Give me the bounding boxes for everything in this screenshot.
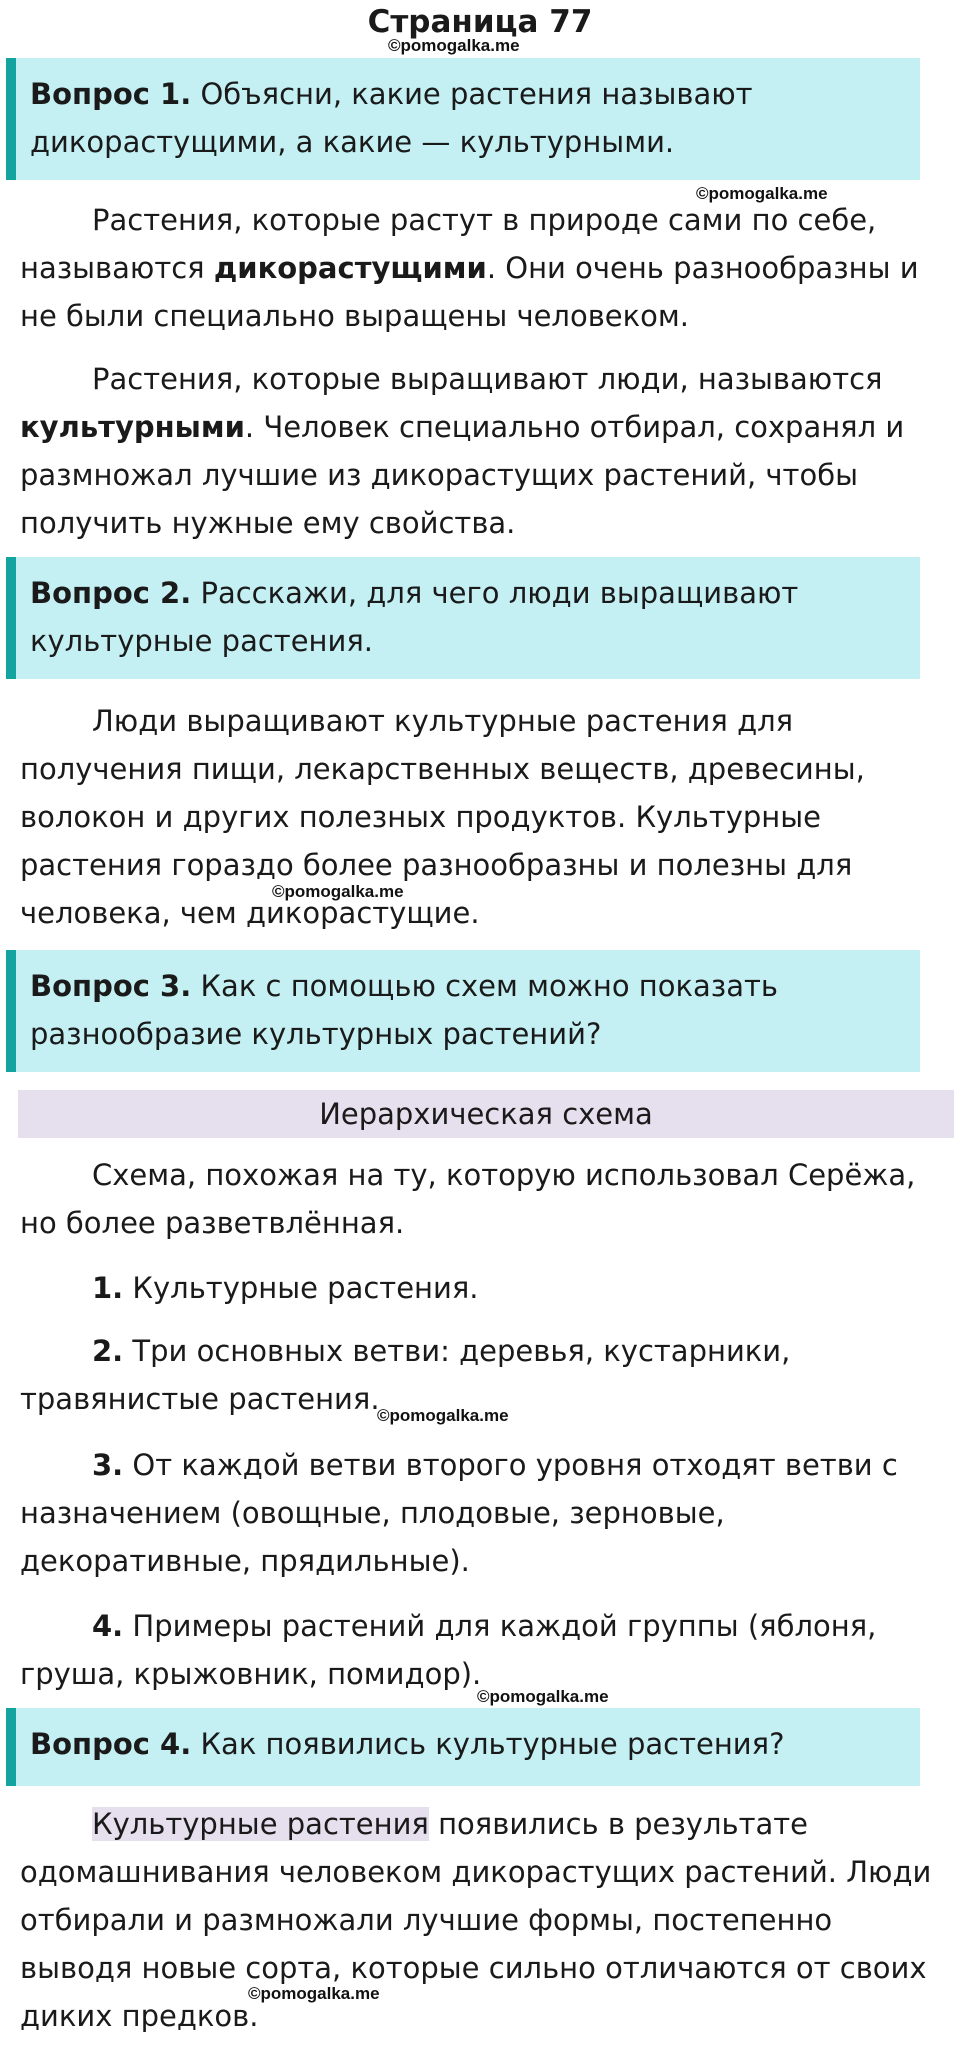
question-3-text: Как с помощью схем можно показать разнообразие культурных растений? [30,969,778,1051]
watermark: ©pomogalka.me [696,184,828,203]
highlighted-term: Культурные растения [92,1807,429,1841]
answer-1-paragraph-1: Растения, которые растут в природе сами по себе, называются дикорастущими. Они очень разнообразны и не были специально выращены человеком. [20,203,919,333]
question-4-label: Вопрос 4. [30,1727,192,1761]
watermark: ©pomogalka.me [272,882,404,901]
question-4-box [6,1708,920,1786]
schema-item-3: 3. От каждой ветви второго уровня отходят ветви с назначением (овощные, плодовые, зерновые, декоративные, прядильные). [20,1448,898,1578]
question-2-text: Расскажи, для чего люди выращивают культурные растения. [30,576,799,658]
question-3-label: Вопрос 3. [30,969,192,1003]
schema-title: Иерархическая схема [18,1090,954,1138]
question-1-box [6,58,920,180]
schema-item-4: 4. Примеры растений для каждой группы (яблоня, груша, крыжовник, помидор). [20,1609,877,1691]
term-cultivated: культурными [20,410,245,444]
watermark: ©pomogalka.me [248,1984,380,2003]
answer-2-paragraph: Люди выращивают культурные растения для получения пищи, лекарственных веществ, древесины, волокон и других полезных продуктов. Культурные растения гораздо более разнообразны и полезны для человека, чем дикорастущие. [20,704,865,930]
watermark: ©pomogalka.me [477,1687,609,1706]
watermark: ©pomogalka.me [377,1406,509,1425]
schema-item-1: 1. Культурные растения. [92,1271,479,1305]
schema-item-2: 2. Три основных ветви: деревья, кустарники, травянистые растения. [20,1334,791,1416]
question-2-box [6,557,920,679]
question-3-box [6,950,920,1072]
question-1-text: Объясни, какие растения называют дикорастущими, а какие — культурными. [30,77,753,159]
answer-4-paragraph: Культурные растения появились в результате одомашнивания человеком дикорастущих растений. Люди отбирали и размножали лучшие формы, постепенно выводя новые сорта, которые сильно отличаются от своих диких предков. [20,1807,932,2033]
question-4-text: Как появились культурные растения? [191,1727,785,1761]
schema-intro: Схема, похожая на ту, которую использовал Серёжа, но более разветвлённая. [20,1158,916,1240]
term-wild: дикорастущими [213,251,487,285]
page-title: Страница 77 [367,4,593,40]
watermark: ©pomogalka.me [388,36,520,55]
answer-1-paragraph-2: Растения, которые выращивают люди, называются культурными. Человек специально отбирал, сохранял и размножал лучшие из дикорастущих растений, чтобы получить нужные ему свойства. [20,362,905,540]
question-2-label: Вопрос 2. [30,576,192,610]
question-1-label: Вопрос 1. [30,77,192,111]
